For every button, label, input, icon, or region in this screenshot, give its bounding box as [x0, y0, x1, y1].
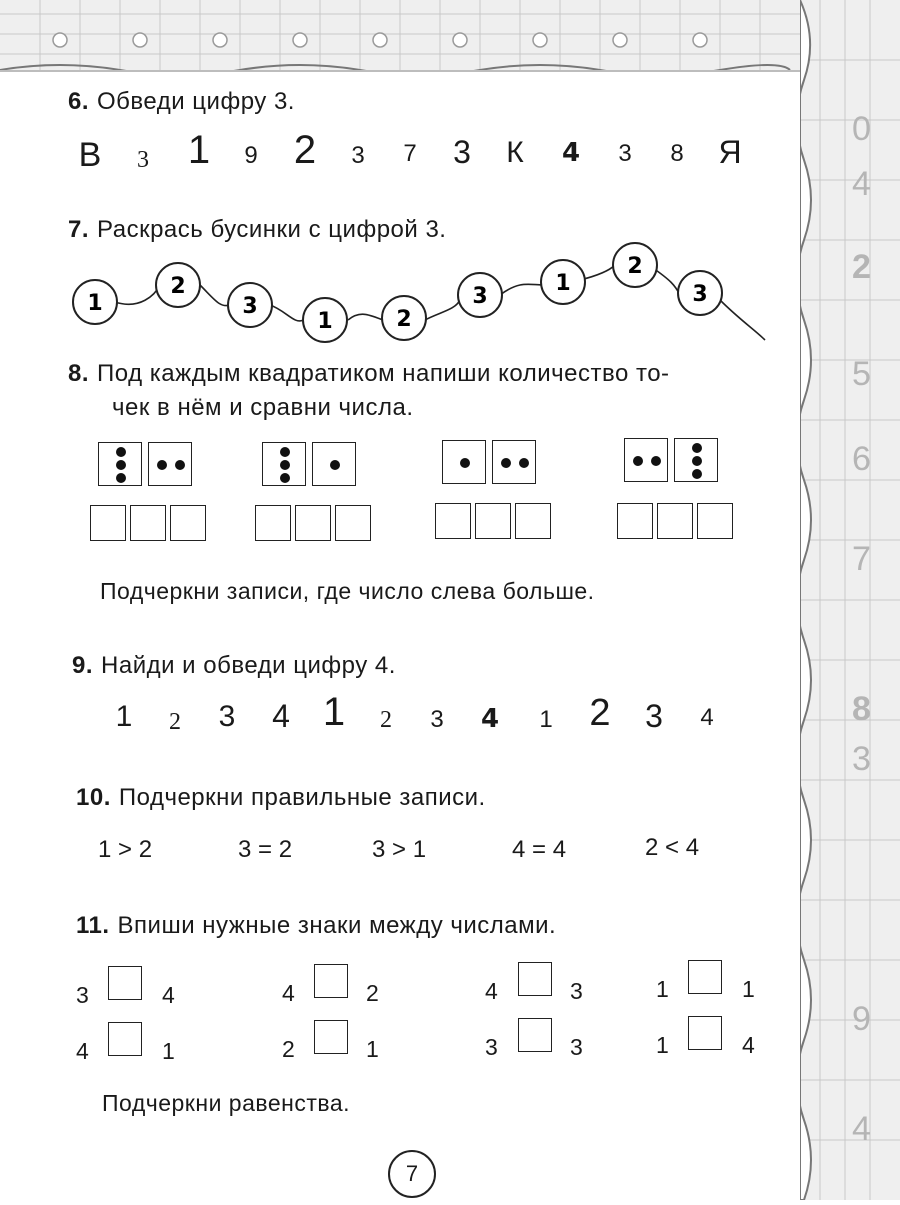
dot	[692, 456, 702, 466]
dot	[175, 460, 185, 470]
task-6-heading	[68, 88, 295, 116]
sign-box[interactable]	[518, 1018, 552, 1052]
task-6-number: 6.	[68, 88, 90, 115]
dot	[651, 456, 661, 466]
task-11-heading	[76, 912, 556, 940]
task-7-text: Раскрась бусинки с цифрой 3.	[97, 216, 447, 243]
left-number: 4	[485, 978, 498, 1004]
symbol[interactable]: 3	[218, 700, 236, 733]
bead[interactable]	[73, 280, 117, 324]
margin-digit: 7	[852, 540, 871, 578]
right-number: 3	[570, 978, 583, 1004]
dot	[633, 456, 643, 466]
answer-cell[interactable]	[295, 505, 331, 541]
bead[interactable]	[458, 273, 502, 317]
margin-digit: 2	[852, 248, 871, 286]
right-number: 3	[570, 1034, 583, 1060]
comparison-record[interactable]: 3 = 2	[238, 836, 293, 863]
task-10-heading	[76, 784, 486, 812]
dot-square	[624, 438, 668, 482]
symbol[interactable]: 2	[380, 707, 392, 733]
symbol[interactable]: 4	[561, 138, 581, 168]
symbol[interactable]: 3	[137, 147, 149, 173]
symbol[interactable]: 2	[169, 709, 181, 735]
svg-text:3: 3	[472, 284, 488, 309]
task-10-number: 10.	[76, 784, 111, 811]
sign-box[interactable]	[108, 1022, 142, 1056]
svg-text:2: 2	[170, 274, 186, 299]
task-11-text: Впиши нужные знаки между числами.	[117, 912, 557, 939]
top-notebook-strip	[0, 0, 900, 72]
dot-square	[312, 442, 356, 486]
dot-square	[148, 442, 192, 486]
left-number: 3	[485, 1034, 498, 1060]
margin-digit: 4	[852, 165, 871, 203]
symbol[interactable]: 3	[430, 706, 444, 733]
comparison-record[interactable]: 2 < 4	[645, 834, 700, 861]
answer-cell[interactable]	[475, 503, 511, 539]
symbol[interactable]: 4	[272, 698, 290, 734]
task-8-heading	[68, 360, 670, 388]
right-number: 1	[366, 1036, 379, 1062]
answer-cell[interactable]	[657, 503, 693, 539]
answer-cell[interactable]	[255, 505, 291, 541]
left-number: 3	[76, 982, 89, 1008]
symbol[interactable]: 2	[589, 692, 611, 734]
symbol[interactable]: 8	[670, 140, 684, 167]
task-10-text: Подчеркни правильные записи.	[118, 784, 486, 811]
symbol[interactable]: 1	[539, 706, 553, 733]
side-notebook-strip	[800, 0, 900, 1200]
dot	[501, 458, 511, 468]
sign-box[interactable]	[108, 966, 142, 1000]
bead[interactable]	[541, 260, 585, 304]
task-8-underline-text: Подчеркни записи, где число слева больше.	[100, 578, 595, 604]
sign-box[interactable]	[314, 1020, 348, 1054]
dot-square	[674, 438, 718, 482]
dot	[116, 447, 126, 457]
dot-square	[442, 440, 486, 484]
svg-text:2: 2	[627, 254, 643, 279]
comparison-record[interactable]: 1 > 2	[98, 836, 153, 863]
top-grid-lines	[0, 0, 900, 70]
bead-thread	[115, 265, 765, 340]
sign-box[interactable]	[518, 962, 552, 996]
symbol[interactable]: 1	[187, 128, 211, 172]
dot	[519, 458, 529, 468]
margin-digit: 9	[852, 1000, 871, 1038]
sign-box[interactable]	[688, 1016, 722, 1050]
left-number: 4	[282, 980, 295, 1006]
dot-square	[492, 440, 536, 484]
symbol[interactable]: 7	[403, 140, 417, 167]
symbol[interactable]: К	[506, 136, 524, 169]
margin-digit: 5	[852, 355, 871, 393]
bead-string	[60, 240, 770, 350]
bead[interactable]	[228, 283, 272, 327]
answer-cell[interactable]	[515, 503, 551, 539]
symbol[interactable]: 2	[293, 128, 317, 172]
answer-cell[interactable]	[435, 503, 471, 539]
symbol[interactable]: 3	[618, 140, 632, 167]
dot	[692, 469, 702, 479]
answer-cell[interactable]	[170, 505, 206, 541]
task-9-text: Найди и обведи цифру 4.	[101, 652, 396, 679]
answer-cell[interactable]	[617, 503, 653, 539]
symbol[interactable]: 4	[700, 704, 714, 731]
task-8-text-line1: Под каждым квадратиком напиши количество то-	[97, 360, 670, 387]
dot	[280, 447, 290, 457]
task-9-number: 9.	[72, 652, 94, 679]
sign-box[interactable]	[314, 964, 348, 998]
task-7-number: 7.	[68, 216, 90, 243]
margin-digit: 0	[852, 110, 871, 148]
margin-digit: 6	[852, 440, 871, 478]
left-number: 4	[76, 1038, 89, 1064]
svg-text:1: 1	[317, 309, 333, 334]
svg-text:1: 1	[87, 291, 103, 316]
task-9-heading	[72, 652, 396, 680]
task-11-number: 11.	[76, 912, 110, 939]
side-grid-lines	[800, 0, 900, 1200]
svg-text:3: 3	[242, 294, 258, 319]
answer-cell[interactable]	[130, 505, 166, 541]
comparison-record[interactable]: 3 > 1	[372, 836, 427, 863]
dot	[330, 460, 340, 470]
dot-square	[262, 442, 306, 486]
dot	[460, 458, 470, 468]
symbol[interactable]: 1	[115, 700, 133, 733]
symbol[interactable]: 1	[322, 690, 346, 734]
right-number: 1	[162, 1038, 175, 1064]
answer-cell[interactable]	[697, 503, 733, 539]
symbol[interactable]: 4	[480, 704, 500, 734]
sign-box[interactable]	[688, 960, 722, 994]
svg-text:3: 3	[692, 282, 708, 307]
svg-text:1: 1	[555, 271, 571, 296]
answer-cell[interactable]	[90, 505, 126, 541]
bead[interactable]	[613, 243, 657, 287]
task-6-text: Обведи цифру 3.	[97, 88, 295, 115]
margin-digit: 4	[852, 1110, 871, 1148]
symbol[interactable]: 3	[453, 134, 471, 170]
comparison-record[interactable]: 4 = 4	[512, 836, 567, 863]
symbol[interactable]: 3	[645, 698, 663, 734]
right-number: 4	[162, 982, 175, 1008]
dot	[280, 473, 290, 483]
dot	[116, 473, 126, 483]
bead[interactable]	[382, 296, 426, 340]
symbol[interactable]: Я	[718, 134, 742, 170]
symbol[interactable]: 3	[351, 142, 365, 169]
dot-square	[98, 442, 142, 486]
svg-text:2: 2	[396, 307, 412, 332]
symbol[interactable]: В	[78, 136, 102, 174]
right-number: 1	[742, 976, 755, 1002]
right-number: 2	[366, 980, 379, 1006]
answer-cell[interactable]	[335, 505, 371, 541]
task-8-number: 8.	[68, 360, 90, 387]
margin-digit: 3	[852, 740, 871, 778]
dot	[280, 460, 290, 470]
margin-digit: 8	[852, 690, 871, 728]
task-11-underline-text: Подчеркни равенства.	[102, 1090, 351, 1116]
symbol[interactable]: 9	[244, 142, 258, 169]
left-number: 2	[282, 1036, 295, 1062]
bead[interactable]	[156, 263, 200, 307]
right-number: 4	[742, 1032, 755, 1058]
left-number: 1	[656, 1032, 669, 1058]
left-number: 1	[656, 976, 669, 1002]
dot	[157, 460, 167, 470]
dot	[692, 443, 702, 453]
page-number: 7	[388, 1150, 436, 1198]
task-8-text-line2: чек в нём и сравни числа.	[112, 394, 414, 421]
bead[interactable]	[303, 298, 347, 342]
bead[interactable]	[678, 271, 722, 315]
dot	[116, 460, 126, 470]
